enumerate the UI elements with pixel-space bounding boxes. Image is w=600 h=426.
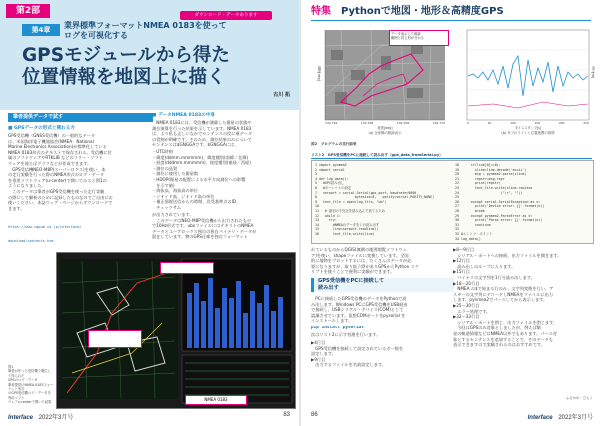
footer-brand-right: Interface: [527, 415, 553, 421]
section-heading-2: [311, 278, 454, 292]
text-line: 属のソフトウェアやRTKLIB などのフリー・ソフト: [8, 155, 103, 161]
text-line: PCに接続したGPS受信機のデータをPythonで読: [311, 296, 407, 301]
step-line: NMEA の$で始まる行のみ、文字列変換を行い、ア: [453, 286, 554, 292]
subheading-text: データNMEA 0183の中身: [157, 113, 216, 118]
fig2a-caption: (a) 全体横の軌跡表示: [368, 131, 402, 135]
text-line: が出力されています。: [152, 212, 194, 217]
download-url-line-2: download/contents.htm: [8, 238, 54, 243]
text-line: GPS受信機（GNSS受信機）の一般的なデータ: [8, 133, 96, 138]
list-item: チェックサム: [152, 204, 181, 210]
step-line: GPS受信機を接続して設定されているボー数を: [311, 345, 404, 351]
code-line: 8 bytesize=8, parity=serial.PARITY_NONE): [315, 195, 435, 200]
callout-box-a: [88, 330, 142, 348]
text-line: NMEA 0183形式のテキストで保存される。受信機に付: [8, 149, 112, 155]
code-line: 30 print('Parse error: {}'.format(e)): [455, 218, 543, 223]
text-line: の走行実験を行った際のNMEA形式のログ・データ: [8, 172, 105, 178]
tick-label: 200: [558, 121, 565, 125]
step-line: ▶12行目: [453, 258, 470, 264]
step-line: スキーの文字列にデコードしNMEAをファイルに出力: [453, 291, 553, 297]
right-page: [301, 0, 600, 426]
download-badge: ダウンロード・データあります: [180, 11, 272, 20]
text-line: インストールします。: [311, 318, 353, 324]
part-badge: 第2部: [6, 4, 50, 18]
callout-box-b: [160, 262, 214, 274]
step-line: シリアル・ポートを閉じ、出力ファイルを閉じます。: [453, 319, 558, 325]
text-line: データとユーブロックス独自の独自バイナリ・データが: [152, 228, 257, 234]
subtitle-line-1: 業界標準フォーマットNMEA 0183を使って: [64, 21, 227, 30]
left-page: [0, 0, 299, 426]
listing-2-title: リスト2 GPS受信機をPCに接続して読み出す（gps_data_fromSerial.py）: [311, 152, 592, 159]
step-line: 出力するファイルを名前設定します。: [311, 362, 386, 368]
code-line: 19 sline=line.decode('ascii'): [455, 167, 527, 172]
caption-line: のGPS受信機ログ・データを専用ソフト: [8, 391, 51, 400]
caption-line: 筆者が作った受信機で測位して得られた: [8, 369, 51, 378]
pip-after: 次はリスト2に示す処理を行います。: [311, 332, 381, 337]
step-line: 表示できますので実験されるのはおすすめです。: [453, 342, 545, 348]
steps-middle: [311, 340, 447, 370]
step-line: 星の軌道情報などはNMEA以外でもあります。パース対: [453, 330, 557, 336]
footer-brand: Interface: [8, 415, 34, 421]
title-line-1: GPSモジュールから得た: [22, 45, 230, 66]
header-title: Pythonで地図・地形＆高精度GPS: [341, 6, 504, 17]
listing-2-box: [311, 160, 594, 244]
code-line: 26 except serial.SerialException as e:: [455, 199, 541, 204]
text-line: は、より私も正しいなかでセンテンスの役に乗データ: [152, 131, 253, 137]
subheading-nmea: ■ データNMEA 0183の中身: [152, 113, 216, 118]
list-item: ・HDOP(衛星の配置による水平方向測位への影響: [152, 176, 246, 182]
tick-label: 0: [467, 121, 469, 125]
figure-1-caption: [8, 365, 54, 407]
code-line: 31 continue: [455, 222, 491, 227]
caption-line: 図1: [8, 365, 14, 369]
code-line: 7 serport = serial.Serial(gps_port, baudrate=9600,: [315, 190, 419, 195]
step-line: エラー処理です。: [453, 308, 491, 314]
code-line: 4 def log_data():: [315, 176, 349, 181]
tick-label: 250: [583, 121, 589, 125]
figure-2-title: 図2 プログラムの実行結果: [311, 142, 357, 146]
chapter-badge: 第4章: [22, 24, 60, 36]
list-item: ・測位の品質: [152, 165, 178, 171]
code-line: 32: [455, 227, 461, 232]
figure-2a: [311, 26, 449, 138]
text-line: NMEA 0183には、受信機が測量した衛星の状態や: [152, 120, 252, 125]
step-line: 読み出しのループに入ります。: [453, 263, 516, 269]
column-2-tail: [152, 212, 292, 241]
list-item: ・ジオイド高、ジオイド高の単位: [152, 193, 215, 199]
text-line: み出します。Windows PCにGPS受信機をUSB経由: [311, 301, 408, 307]
step-line: ▶8～9行目: [453, 247, 475, 252]
code-line: 6 #ボーレートの設定: [315, 185, 352, 190]
code-line: 12 while 1:: [315, 213, 341, 218]
step-line: ▶18～20行目: [453, 280, 480, 286]
footer-right: [481, 412, 593, 421]
column-1-text: [8, 133, 146, 215]
author-name: 古川 拓: [273, 92, 290, 98]
list-item: ・海抜高、海抜高の単位: [152, 188, 199, 194]
text-line: Marine Electronics Association)が標準化している: [8, 144, 107, 150]
text-line: で10Hz形式です。ubxファイルにはテキストのNMEA: [152, 223, 254, 229]
body-text-2: [311, 296, 447, 325]
fig2a-callout-line-1: データ表示した軌跡: [391, 32, 421, 36]
list-item: ・UTC時刻: [152, 149, 173, 154]
page-number-right: 86: [311, 412, 318, 418]
code-line: 25: [455, 195, 461, 200]
tick-label: 150: [534, 121, 541, 125]
step-line: 今回はGPSのみ対象としましたが、例えば衛: [453, 325, 541, 331]
code-line: 28 break: [455, 208, 485, 213]
step-line: ▶32～33行目: [453, 314, 480, 320]
code-line: 1 import pynmea2: [315, 163, 347, 167]
tick-label: 139.770: [432, 121, 445, 125]
nmea-label: NMEA 0183: [185, 395, 247, 405]
text-line: 混在しています。物のGPS仕様を独自フォーマット: [152, 234, 248, 240]
tokushu-label: 特集: [311, 6, 331, 17]
footer-left: [8, 412, 128, 421]
text-line: を専用ソフトウェア(u-center)で開いてみると図1の: [8, 177, 107, 183]
section-heading-2-line-2: 読み出す: [318, 285, 339, 291]
list-item: ・補正情報送信からの時間、送受基準点のID、: [152, 199, 241, 205]
steps-right: [453, 247, 593, 355]
code-line: 33 #エントリ・ポイント: [455, 231, 493, 236]
list-item: ・測位に使用した衛星数: [152, 171, 199, 177]
subheading-text: GPSデータの形式と関わる方: [13, 126, 75, 131]
code-line: 9 text_file = open(log_file, "wb"): [315, 199, 387, 204]
pip-command: pip install pyserial: [311, 326, 364, 330]
fig2b-caption: (b) タブのライトと位置座標の推移: [501, 131, 555, 135]
page-number-left: 83: [283, 412, 290, 418]
text-line: ア)を使い、shapeファイルに変換しています。全国: [311, 252, 409, 258]
step-line: ▶25～30行目: [453, 302, 480, 308]
code-column-right: [455, 163, 591, 241]
step-line: バイナリの文字列を1行分読み出します。: [453, 274, 535, 280]
subheading-gps-format: ■ GPSデータの形式と関わる方: [8, 126, 75, 131]
code-line: 3: [315, 172, 319, 177]
text-line: の際にして解析のために記録したものなのでご自由にお: [8, 194, 113, 200]
code-line: 14 #NMEAのデータを１行読み出す: [315, 222, 380, 227]
code-line: 5 #GPS読み出し: [315, 181, 345, 186]
footer-date-right: 2022年3月号: [558, 415, 593, 421]
fig2a-ylabel: 緯度[deg]: [317, 66, 321, 81]
code-line: 23 text_file.write(sline.replace: [455, 185, 533, 190]
body-text-1: [311, 247, 447, 276]
code-line: 27 print('Device error: {}'.format(e)): [455, 204, 545, 209]
code-line: 10: [315, 204, 321, 209]
list-item: を示す値): [152, 182, 175, 188]
step-line: ▶4行目: [311, 340, 326, 345]
column-2-text: [152, 120, 292, 149]
caption-line: 筆者提供のNMEA 0183フォーマット形式: [8, 382, 54, 392]
code-line: 24 ("\r", "")): [455, 190, 523, 195]
tick-label: 139.764: [325, 121, 338, 125]
text-line: ウェアを使えばグラフなどが作成できます。: [8, 160, 92, 166]
text-line: れているものからQGIS(無償の地図閲覧ソフトウェ: [311, 247, 407, 252]
text-line: GPS受信機NEO-M8P(スーパーロケス)を使い、本: [8, 166, 106, 172]
fig2b-xlabel: タイムスタンプ[s]: [514, 126, 542, 130]
text-line: 使いください。本誌ウェブ・ページからダウンロードで: [8, 200, 113, 206]
fig2a-xlabel: 経度[deg]: [377, 126, 393, 130]
tick-label: 100: [510, 121, 516, 125]
list-item: ・緯度(ddmm.mmmmm)、緯度種別(南緯／北緯): [152, 154, 249, 160]
text-line: で接続し、USBシリアル・デバイス(COM)として: [311, 307, 404, 313]
step-line: 設定します。: [311, 351, 336, 357]
text-line: の役割が明確です。そのため、測位結果のみについて: [152, 136, 252, 142]
tick-label: 50: [487, 121, 492, 125]
text-line: きます。: [8, 205, 25, 211]
section-heading-1: 筆者提供データで試す: [8, 113, 153, 122]
text-line: 要になりますが、取り扱う際がありGPSからPython スク: [311, 263, 420, 269]
figure-2b: [453, 26, 593, 138]
download-url-line-1: https://www.cqpub.co.jp/interface/: [8, 225, 82, 230]
code-line: 29 except pynmea2.ParseError as e:: [455, 213, 533, 218]
caption-line: ウェアu-centerで開いた結果: [8, 400, 52, 405]
tick-label: 139.766: [360, 121, 374, 125]
code-line: 11 # 最初の不完全を読み込んで捨てるため: [315, 208, 385, 213]
fig2b-ylabel: 高さ[m]: [591, 66, 595, 78]
code-line: 2 import serial: [315, 167, 345, 172]
code-line: 18 if(line[0]==0):: [455, 163, 501, 167]
code-line: 15 line=serport.readline(): [315, 227, 379, 232]
fig2a-callout: [389, 30, 449, 46]
text-line: このデータはNEO-M8P受信機から出力されたもの: [152, 217, 252, 223]
footer-date: 2022年3月号: [38, 415, 74, 421]
text-line: 測位演算を行った結果を示しています。NMEA 0183: [152, 125, 252, 131]
step-line: シリアル・ポートへの接続、出力ファイルを開きます。: [453, 252, 562, 258]
tick-label: 139.768: [396, 121, 410, 125]
text-line: センテンスは$GNGGAです。$GNGGAには、: [152, 142, 239, 148]
code-column-left: [315, 163, 453, 241]
text-line: このデータは筆者がGPS受信機を使った走行実験: [8, 188, 105, 194]
code-line: 16 text_file.write(line): [315, 231, 375, 236]
section-heading-2-line-1: GPS受信機をPCに接続して: [318, 278, 385, 284]
header-rule: [311, 20, 591, 21]
code-line: 13 try:: [315, 218, 337, 223]
step-line: ▶9行目: [311, 356, 326, 362]
step-line: します。pynmea2でパースしてから表示します。: [453, 297, 548, 303]
step-line: 象とするセンテンスを追加することで、そのデータも: [453, 336, 554, 342]
list-item: ・経度(dddmm.mmmmm)、経度種別(東経／西経): [152, 160, 251, 166]
code-line: 20 msg = pynmea2.parse(sline): [455, 172, 527, 177]
download-url[interactable]: [8, 216, 146, 253]
code-line: 34 log_data(): [455, 236, 481, 241]
step-line: ▶15行目: [453, 269, 470, 275]
code-line: 22 print(repstr): [455, 181, 501, 186]
subtitle-line-2: ログを可視化する: [64, 31, 128, 40]
author-mark: ふるかわ・ひらく: [565, 396, 593, 400]
text-line: 認識させています。仮想COMポートをpyserial を: [311, 312, 406, 318]
code-line: 21 repstr=msg.repr: [455, 176, 505, 181]
fig2a-callout-line-2: 範囲と同じ形が分かる: [391, 36, 424, 40]
text-line: リプトを使うことで便利に実験ができます。: [311, 269, 395, 275]
text-line: 的に地物をプロットするには、たくさんのデータが必: [311, 258, 412, 264]
title-line-2: 位置情報を地図上に描く: [22, 67, 226, 88]
text-line: ようになりました。: [8, 183, 46, 189]
caption-line: GPSのログ・データ: [8, 378, 38, 383]
text-line: は、米国海洋電子機器協会(NMEA：National: [8, 138, 94, 144]
field-list: [152, 149, 292, 211]
